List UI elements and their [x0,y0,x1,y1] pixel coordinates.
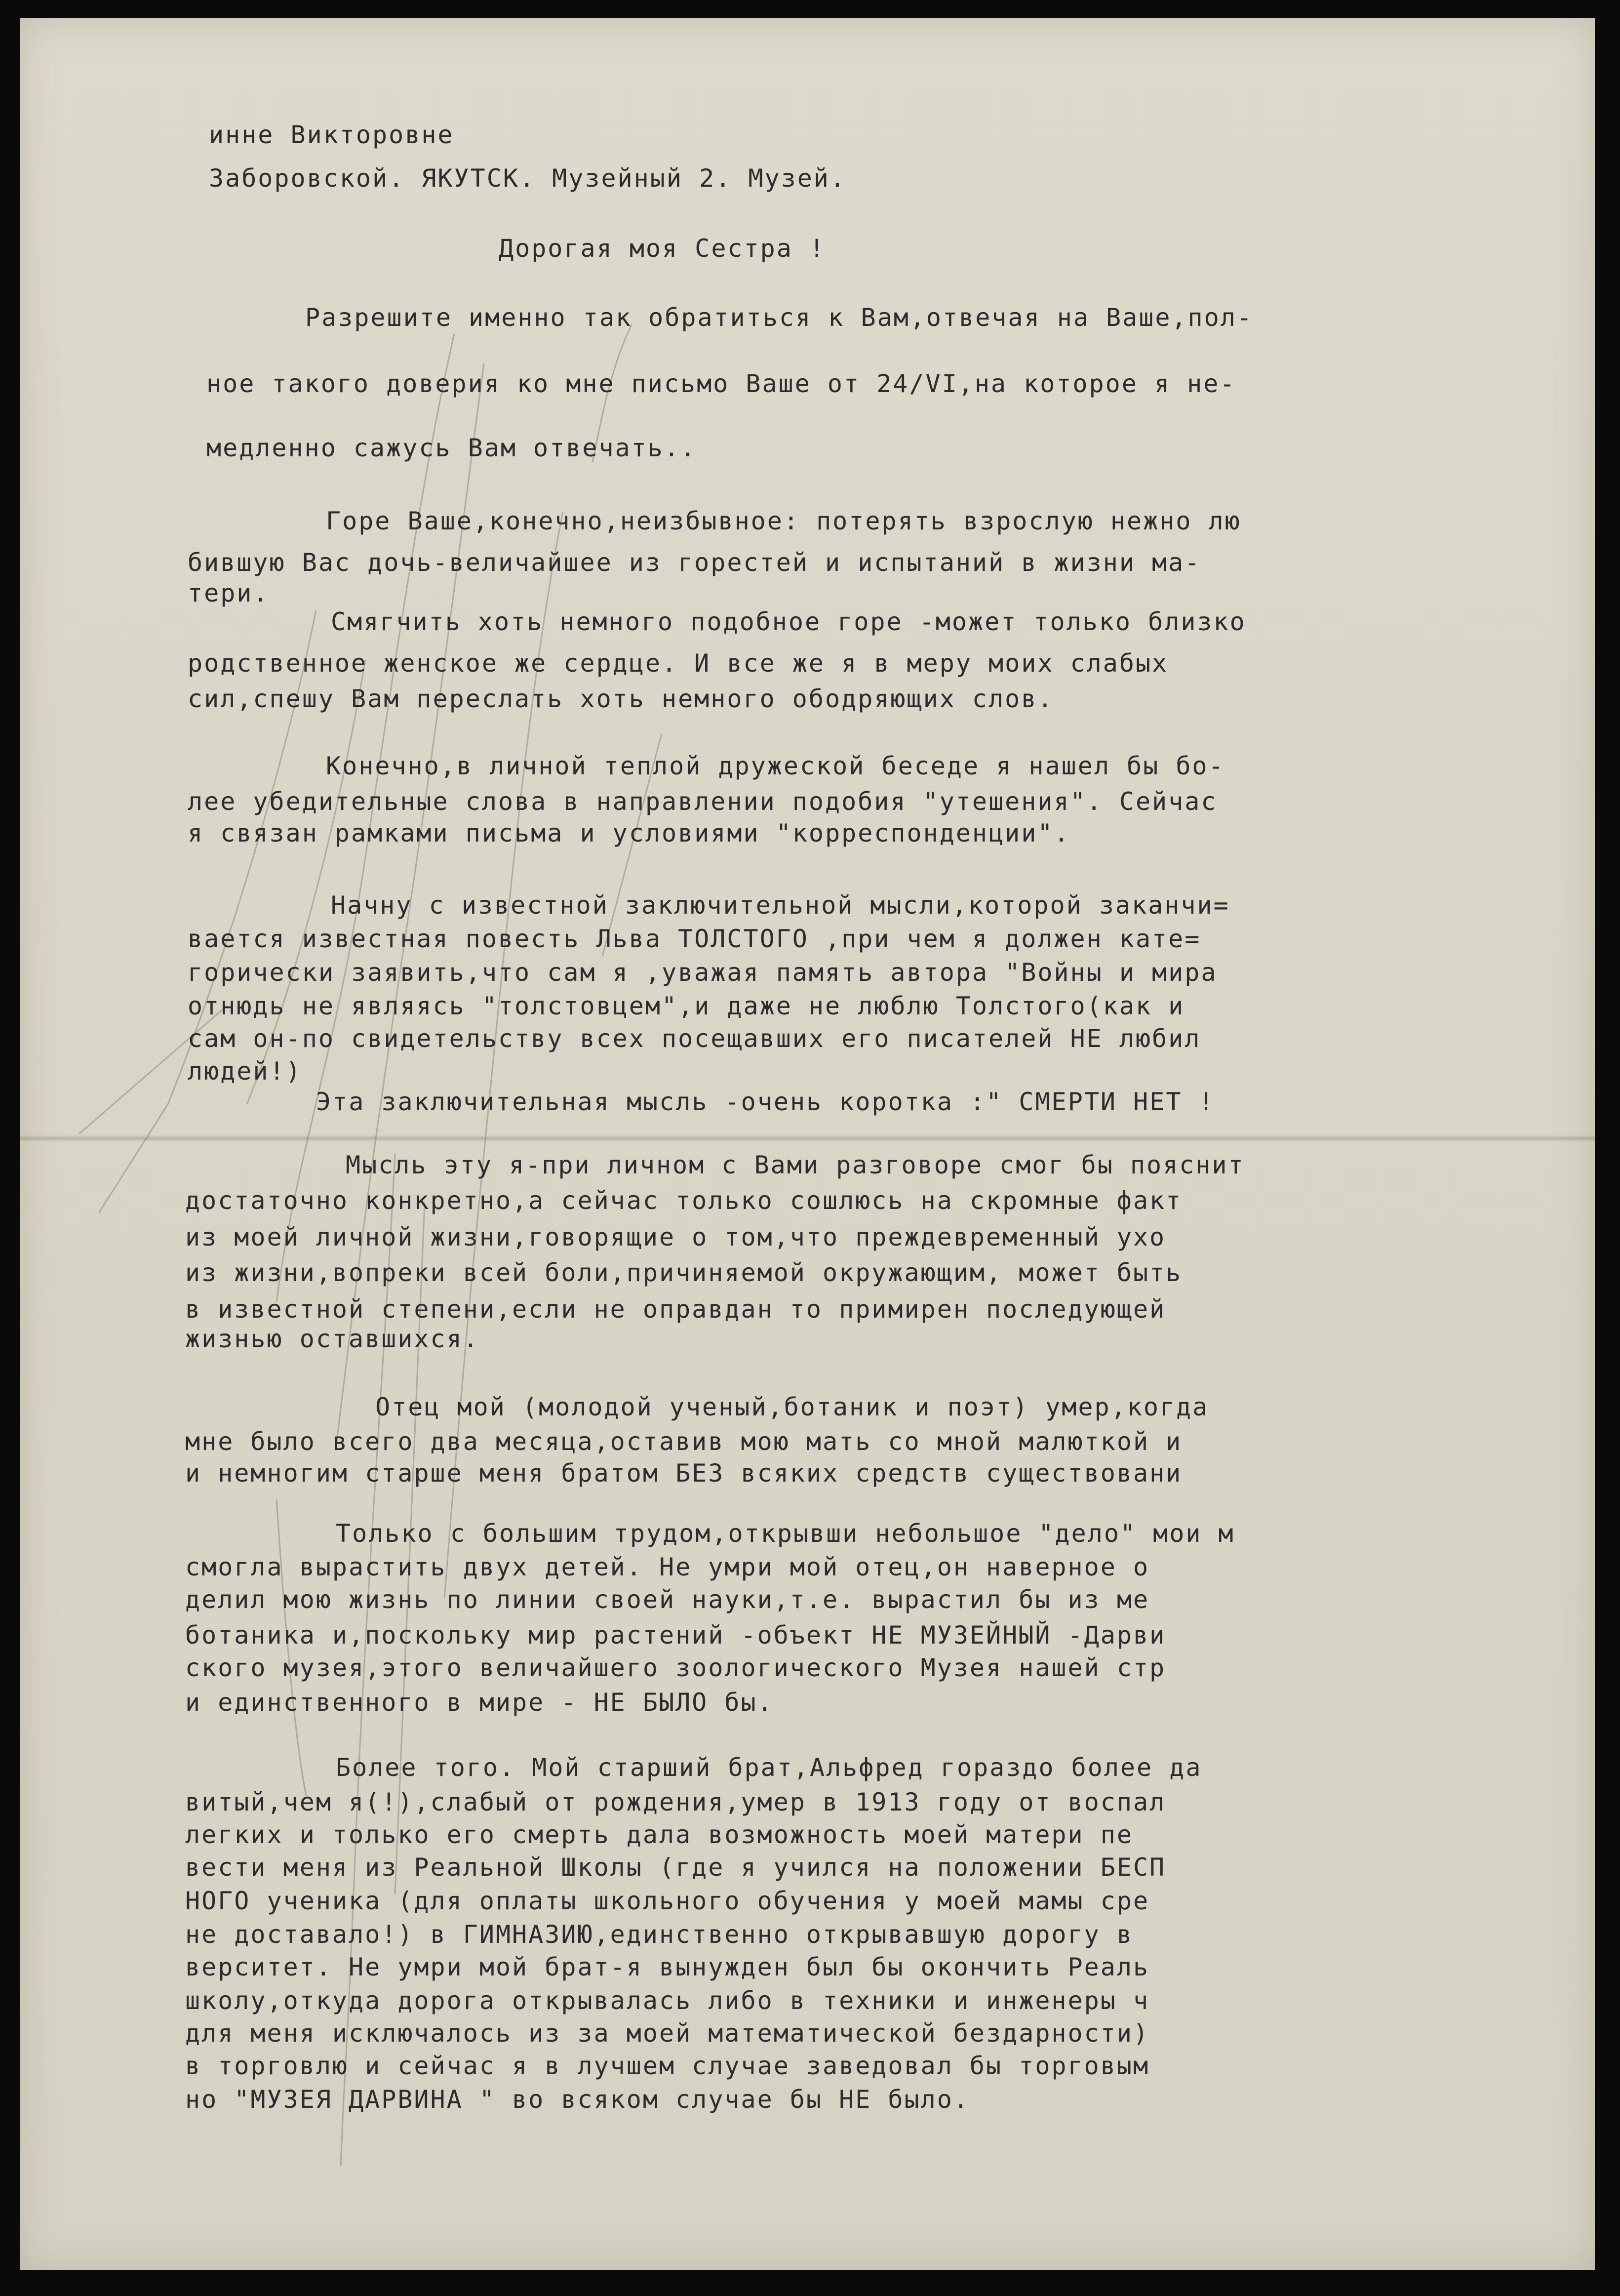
paragraph-line: сам он-по свидетельству всех посещавших его писателей НЕ любил [188,1024,1201,1053]
paragraph-line: лее убедительные слова в направлении подобия "утешения". Сейчас [188,787,1218,816]
paragraph-line: ботаника и,поскольку мир растений -объект НЕ МУЗЕЙНЫЙ -Дарви [185,1621,1166,1650]
salutation: Дорогая моя Сестра ! [499,234,826,263]
paragraph-line: родственное женское же сердце. И все же я в меру моих слабых [188,649,1169,678]
paragraph-line: в торговлю и сейчас я в лучшем случае заведовал бы торговым [185,2052,1150,2080]
paragraph-line: Мысль эту я-при личном с Вами разговоре смог бы пояснит [346,1151,1245,1179]
paragraph-line: из моей личной жизни,говорящие о том,что преждевременный ухо [185,1223,1166,1251]
paragraph-line: Смягчить хоть немного подобное горе -может только близко [331,607,1246,636]
paragraph-line: не доставало!) в ГИМНАЗИЮ,единственно открывавшую дорогу в [185,1920,1133,1949]
paragraph-line: НОГО ученика (для оплаты школьного обучения у моей мамы сре [185,1887,1150,1915]
paragraph-line: витый,чем я(!),слабый от рождения,умер в 1913 году от воспал [185,1788,1166,1816]
paragraph-line: отнюдь не являясь "толстовцем",и даже не люблю Толстого(как и [188,992,1185,1020]
addressee-address-line: Заборовской. ЯКУТСК. Музейный 2. Музей. [209,164,846,193]
paragraph-line: вается известная повесть Льва ТОЛСТОГО ,при чем я должен кате= [188,925,1201,953]
paragraph-line: для меня исключалось из за моей математической бездарности) [185,2019,1150,2048]
paragraph-line: легких и только его смерть дала возможность моей матери пе [185,1820,1133,1849]
paragraph-line: смогла вырастить двух детей. Не умри мой отец,он наверное о [185,1553,1150,1581]
paragraph-line: бившую Вас дочь-величайшее из горестей и испытаний в жизни ма- [188,548,1201,577]
paragraph-line: Разрешите именно так обратиться к Вам,отвечая на Ваше,пол- [305,303,1253,332]
letter-body [20,18,1595,2270]
paragraph-line: медленно сажусь Вам отвечать.. [206,434,697,462]
paragraph-line: я связан рамками письма и условиями "корреспонденции". [188,819,1070,847]
addressee-line: инне Викторовне [209,121,454,149]
paragraph-line: в известной степени,если не оправдан то примирен последующей [185,1295,1166,1324]
paragraph-line: из жизни,вопреки всей боли,причиняемой окружающим, может быть [185,1258,1183,1287]
paragraph-line: сил,спешу Вам переслать хоть немного ободряющих слов. [188,685,1054,713]
paragraph-line: Только с большим трудом,открывши небольшое "дело" мои м [336,1519,1235,1548]
paragraph-line: горически заявить,что сам я ,уважая память автора "Войны и мира [188,958,1218,987]
paragraph-line: ное такого доверия ко мне письмо Ваше от 24/VI,на которое я не- [206,369,1236,398]
paragraph-line: но "МУЗЕЯ ДАРВИНА " во всяком случае бы НЕ было. [185,2085,970,2114]
paragraph-line: тери. [188,579,270,607]
paragraph-line: Горе Ваше,конечно,неизбывное: потерять взрослую нежно лю [326,507,1241,535]
paragraph-line: Конечно,в личной теплой дружеской беседе я нашел бы бо- [326,752,1225,780]
paragraph-line: достаточно конкретно,а сейчас только сошлюсь на скромные факт [185,1186,1183,1215]
paragraph-line: Отец мой (молодой ученый,ботаник и поэт) умер,когда [375,1393,1209,1421]
paragraph-line: Эта заключительная мысль -очень коротка :" СМЕРТИ НЕТ ! [316,1088,1215,1116]
paragraph-line: школу,откуда дорога открывалась либо в техники и инженеры ч [185,1986,1150,2015]
paragraph-line: ского музея,этого величайшего зоологического Музея нашей стр [185,1653,1166,1682]
paragraph-line: верситет. Не умри мой брат-я вынужден был бы окончить Реаль [185,1953,1150,1981]
paragraph-line: и единственного в мире - НЕ БЫЛО бы. [185,1688,774,1717]
paragraph-line: жизнью оставшихся. [185,1325,479,1353]
paragraph-line: людей!) [188,1057,302,1086]
paragraph-line: делил мою жизнь по линии своей науки,т.е. вырастил бы из ме [185,1585,1150,1614]
paragraph-line: вести меня из Реальной Школы (где я учился на положении БЕСП [185,1853,1166,1882]
letter-sheet [20,18,1595,2270]
paragraph-line: мне было всего два месяца,оставив мою мать со мной малюткой и [185,1427,1183,1456]
paragraph-line: и немногим старше меня братом БЕЗ всяких средств существовани [185,1459,1183,1488]
paragraph-line: Начну с известной заключительной мысли,которой заканчи= [331,891,1230,920]
paragraph-line: Более того. Мой старший брат,Альфред гораздо более да [336,1753,1202,1782]
